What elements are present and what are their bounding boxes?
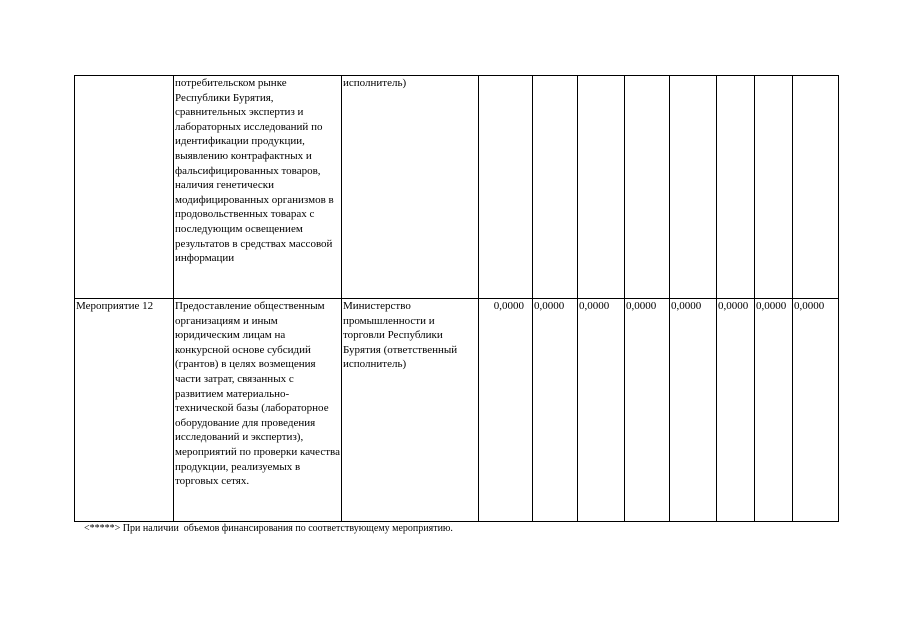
executor-cell: Министерство промышленности и торговли Республики Бурятия (ответственный исполнитель) <box>342 299 479 522</box>
value-cell: 0,0000 <box>533 299 578 522</box>
event-description-cell: потребительском рынке Республики Бурятия, сравнительных экспертиз и лабораторных исследований по идентификации продукции, выявлению контрафактных и фальсифицированных товаров, наличия генетически модифицированных организмов в продовольственных товарах с последующим освещением результатов в средствах массовой информации <box>174 76 342 299</box>
value-cell <box>578 76 625 299</box>
value-cell: 0,0000 <box>479 299 533 522</box>
value-cell <box>533 76 578 299</box>
value-cell: 0,0000 <box>670 299 717 522</box>
value-cell <box>670 76 717 299</box>
executor-cell: исполнитель) <box>342 76 479 299</box>
table-row <box>75 299 839 522</box>
value-cell: 0,0000 <box>625 299 670 522</box>
value-cell <box>793 76 839 299</box>
value-cell: 0,0000 <box>717 299 755 522</box>
value-cell: 0,0000 <box>755 299 793 522</box>
program-table <box>74 75 839 522</box>
footnote: <*****> При наличии объемов финансирования по соответствующему мероприятию. <box>84 523 453 534</box>
value-cell: 0,0000 <box>793 299 839 522</box>
event-name-cell: Мероприятие 12 <box>75 299 174 522</box>
value-cell <box>625 76 670 299</box>
value-cell <box>479 76 533 299</box>
value-cell <box>755 76 793 299</box>
event-description-cell: Предоставление общественным организациям и иным юридическим лицам на конкурсной основе субсидий (грантов) в целях возмещения части затрат, связанных с развитием материально-технической базы (лабораторное оборудование для проведения исследований и экспертиз), мероприятий по проверки качества продукции, реализуемых в торговых сетях. <box>174 299 342 522</box>
value-cell <box>717 76 755 299</box>
table-row <box>75 76 839 299</box>
value-cell: 0,0000 <box>578 299 625 522</box>
event-name-cell <box>75 76 174 299</box>
